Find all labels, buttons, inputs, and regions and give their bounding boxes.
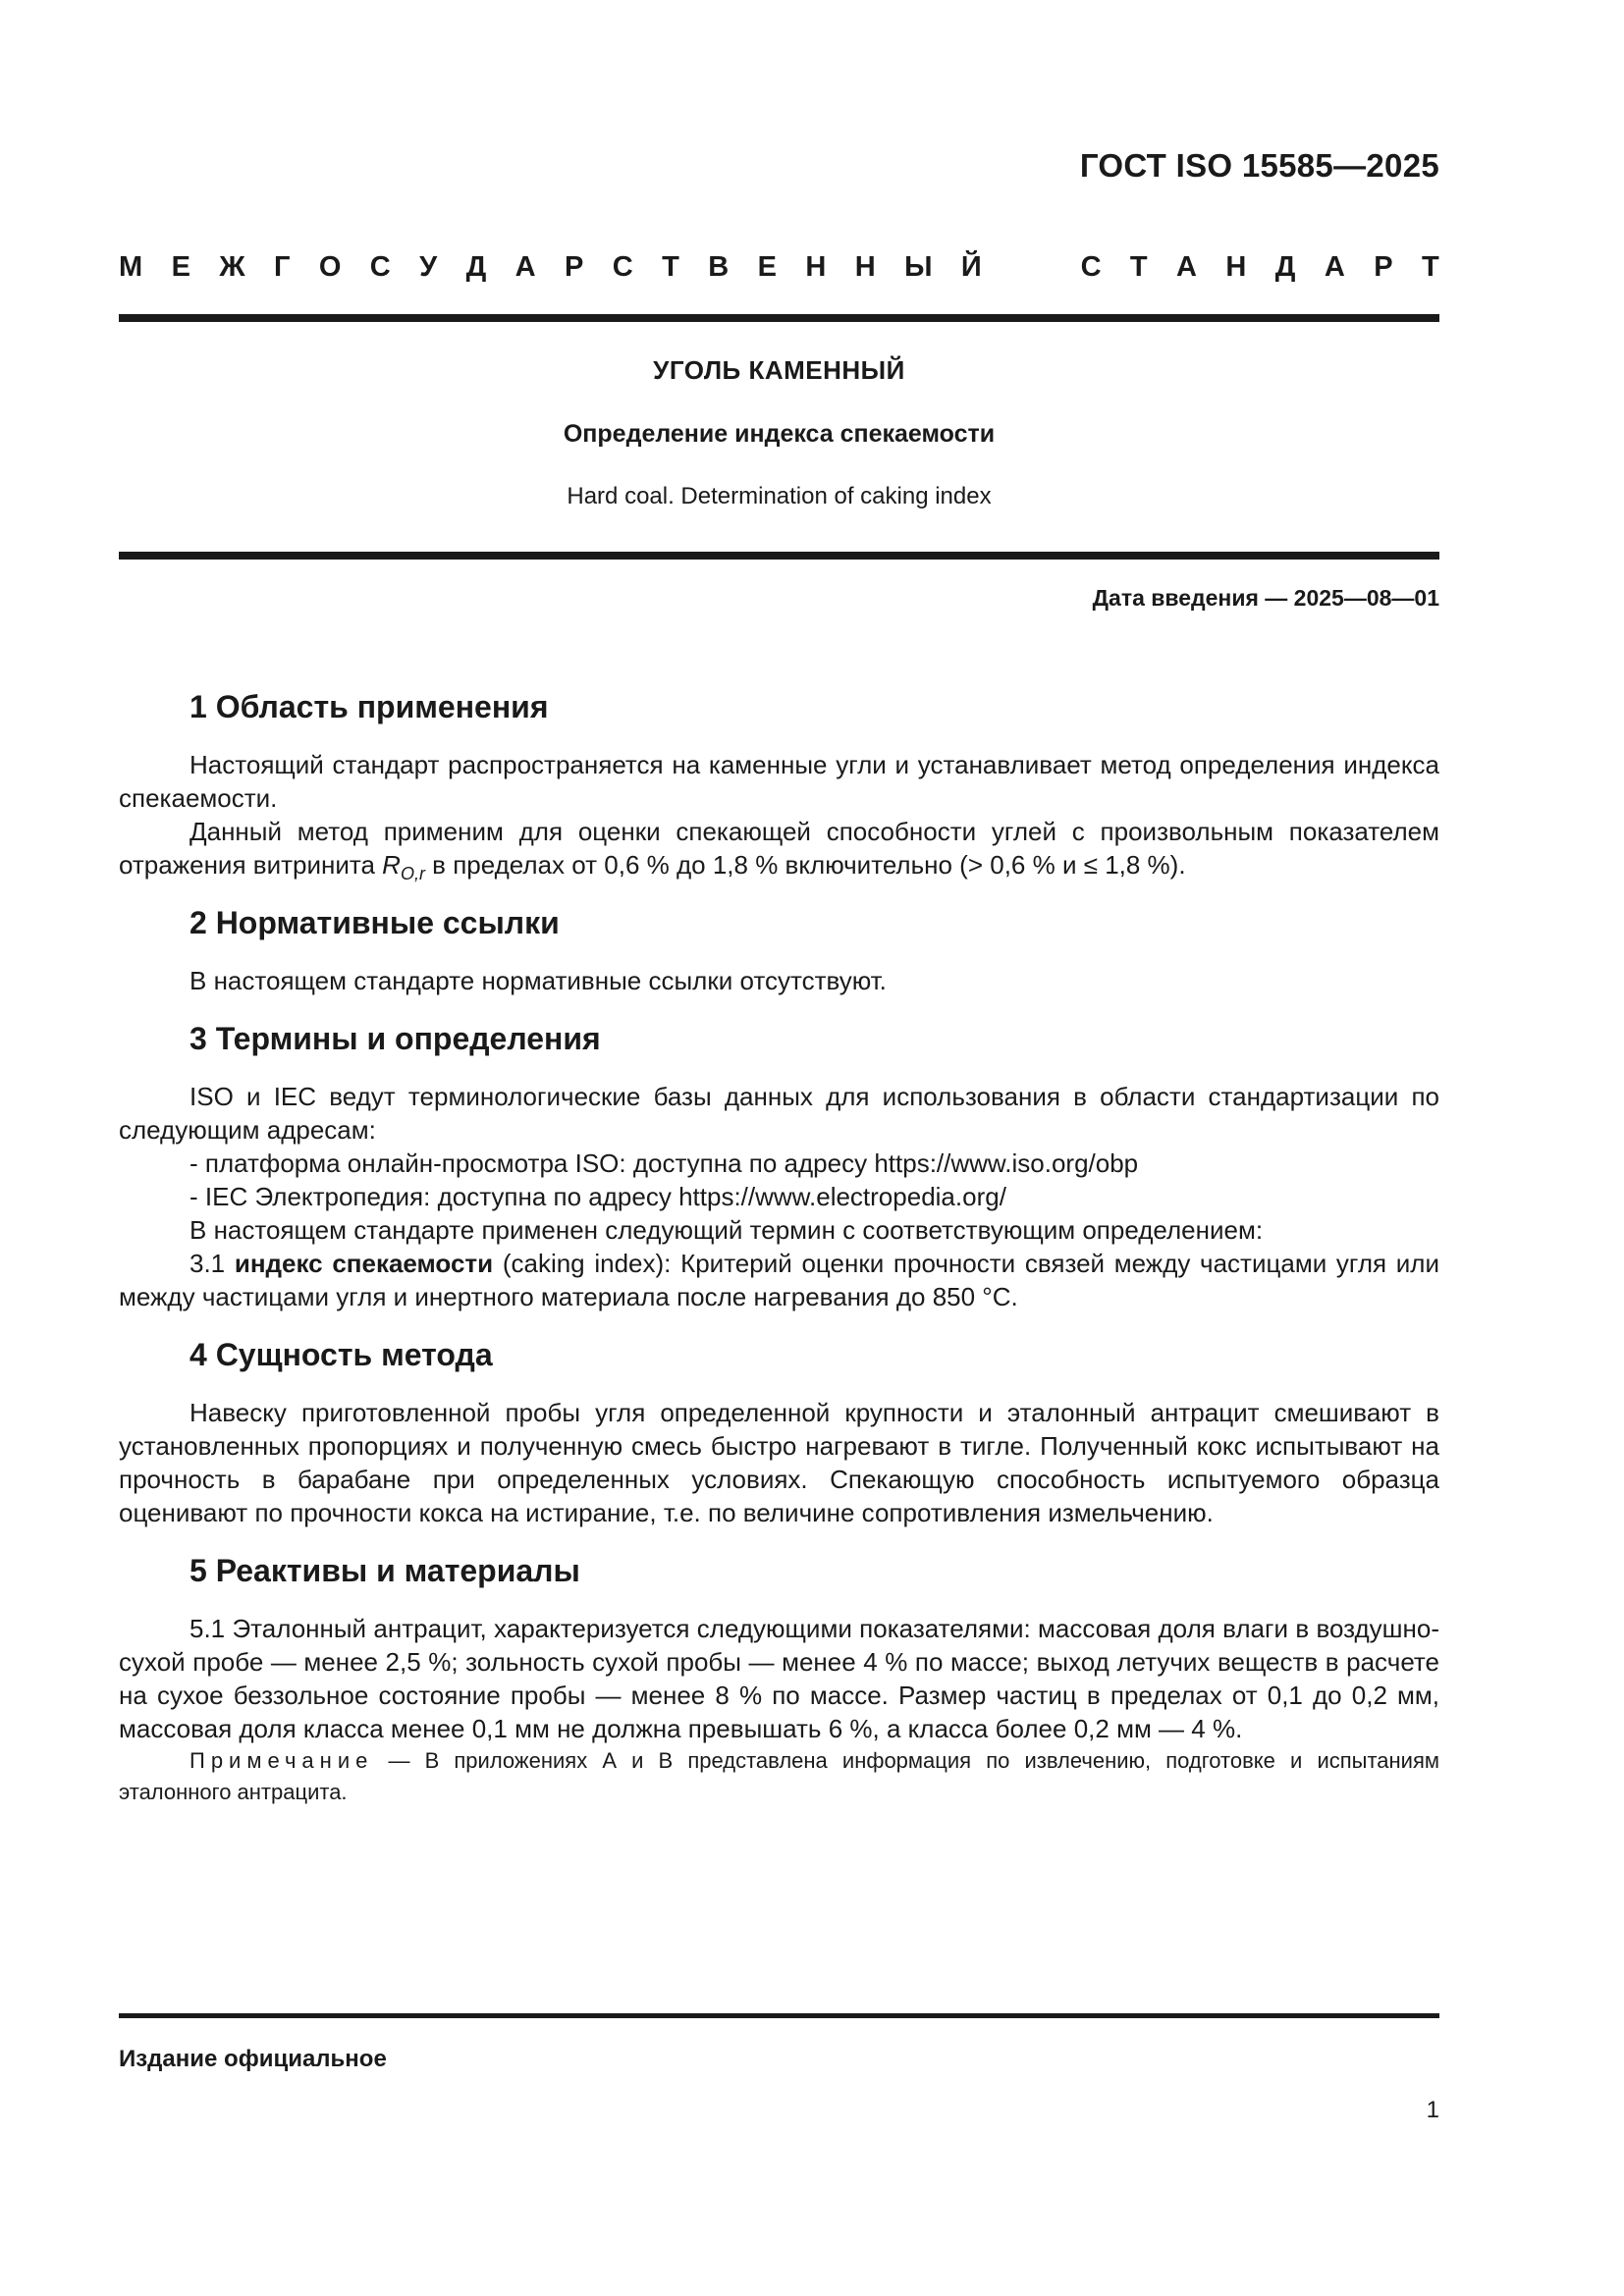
document-subtitle: Определение индекса спекаемости	[563, 420, 996, 448]
document-title-english: Hard coal. Determination of caking index	[567, 483, 992, 509]
edition-label: Издание официальное	[119, 2046, 387, 2072]
term-definition: 3.1 индекс спекаемости (caking index): Критерий оценки прочности связей между частицами угля или между частицами угля и инертного материала после нагревания до 850 °С.	[119, 1249, 1440, 1311]
banner-word2-letter: А	[1176, 251, 1197, 283]
banner-word2-letter: Т	[1421, 251, 1439, 283]
paragraph: Навеску приготовленной пробы угля определенной крупности и эталонный антрацит смешивают в установленных пропорциях и полученную смесь быстро нагревают в тигле. Полученный кокс испытывают на прочность в барабане при определенных условиях. Спекающую способность испытуемого образца оценивают по прочности кокса на истирание, т.е. по величине сопротивления измельчению.	[119, 1398, 1439, 1527]
document-body	[119, 687, 1439, 1808]
section-heading: 5 Реактивы и материалы	[189, 1553, 580, 1588]
banner-word1-letter: А	[514, 251, 536, 283]
banner-word2-letter: Д	[1274, 251, 1296, 283]
term: индекс спекаемости	[234, 1249, 494, 1278]
banner-word1-letter: Ж	[219, 251, 245, 283]
banner-word1-letter: С	[612, 251, 633, 283]
document-number: ГОСТ ISO 15585—2025	[1079, 147, 1439, 184]
banner-word1-letter: О	[318, 251, 342, 283]
symbol-subscript: O,r	[400, 864, 425, 883]
list-item: - IEC Электропедия: доступна по адресу https://www.electropedia.org/	[189, 1182, 1006, 1211]
section-heading: 3 Термины и определения	[189, 1021, 601, 1056]
banner-word1-letter: Й	[960, 251, 982, 283]
section-heading: 4 Сущность метода	[189, 1337, 493, 1372]
banner-word2-letter: С	[1080, 251, 1102, 283]
banner-word1-letter: Е	[171, 251, 190, 283]
banner-gap	[1010, 251, 1052, 284]
banner-word2-letter: Р	[1374, 251, 1393, 283]
header-rule-top	[119, 314, 1439, 322]
paragraph: Настоящий стандарт распространяется на каменные угли и устанавливает метод определения индекса спекаемости.	[119, 750, 1439, 813]
banner-word1-letter: Е	[757, 251, 777, 283]
banner-word2-letter: Н	[1225, 251, 1247, 283]
note-label: Примечание	[189, 1748, 374, 1773]
section-heading: 2 Нормативные ссылки	[189, 905, 560, 940]
banner-word2-letter: А	[1324, 251, 1345, 283]
banner-word1-letter: С	[369, 251, 391, 283]
banner-word1-letter: В	[708, 251, 730, 283]
banner-word1-letter: Д	[465, 251, 487, 283]
list-item: - платформа онлайн-просмотра ISO: доступна по адресу https://www.iso.org/obp	[189, 1148, 1139, 1178]
paragraph: Данный метод применим для оценки спекающей способности углей с произвольным показателем отражения витринита $R_{O,r}$ в пределах от 0,6 % до 1,8 % включительно (> 0,6 % и ≤ 1,8 %).	[119, 817, 1439, 883]
symbol-r: R	[382, 850, 401, 880]
banner-word2-letter: Т	[1129, 251, 1148, 283]
banner-word1-letter: М	[119, 251, 143, 283]
note: Примечание — В приложениях А и В представлена информация по извлечению, подготовке и испытаниям эталонного антрацита.	[119, 1748, 1439, 1804]
section-heading: 1 Область применения	[189, 689, 549, 724]
introduction-date: Дата введения — 2025—08—01	[1092, 585, 1439, 611]
paragraph: ISO и IEC ведут терминологические базы данных для использования в области стандартизации по следующим адресам:	[119, 1082, 1439, 1145]
standard-banner	[119, 251, 1439, 284]
banner-word1-letter: Н	[854, 251, 876, 283]
page-number: 1	[1426, 2097, 1439, 2123]
banner-word1-letter: Т	[662, 251, 679, 283]
document-title: УГОЛЬ КАМЕННЫЙ	[653, 355, 905, 385]
footer-rule	[119, 2013, 1439, 2018]
banner-word1-letter: Ы	[904, 251, 933, 283]
paragraph: В настоящем стандарте нормативные ссылки отсутствуют.	[189, 966, 887, 995]
header-rule-bottom	[119, 552, 1439, 560]
paragraph: 5.1 Эталонный антрацит, характеризуется следующими показателями: массовая доля влаги в воздушно-сухой пробе — менее 2,5 %; зольность сухой пробы — менее 4 % по массе; выход летучих веществ в расчете на сухое беззольное состояние пробы — менее 8 % по массе. Размер частиц в пределах от 0,1 до 0,2 мм, массовая доля класса менее 0,1 мм не должна превышать 6 %, а класса более 0,2 мм — 4 %.	[119, 1614, 1439, 1743]
banner-word1-letter: Р	[565, 251, 584, 283]
paragraph: В настоящем стандарте применен следующий термин с соответствующим определением:	[189, 1215, 1264, 1245]
banner-word1-letter: У	[419, 251, 438, 283]
banner-word1-letter: Г	[273, 251, 291, 283]
banner-word1-letter: Н	[805, 251, 827, 283]
